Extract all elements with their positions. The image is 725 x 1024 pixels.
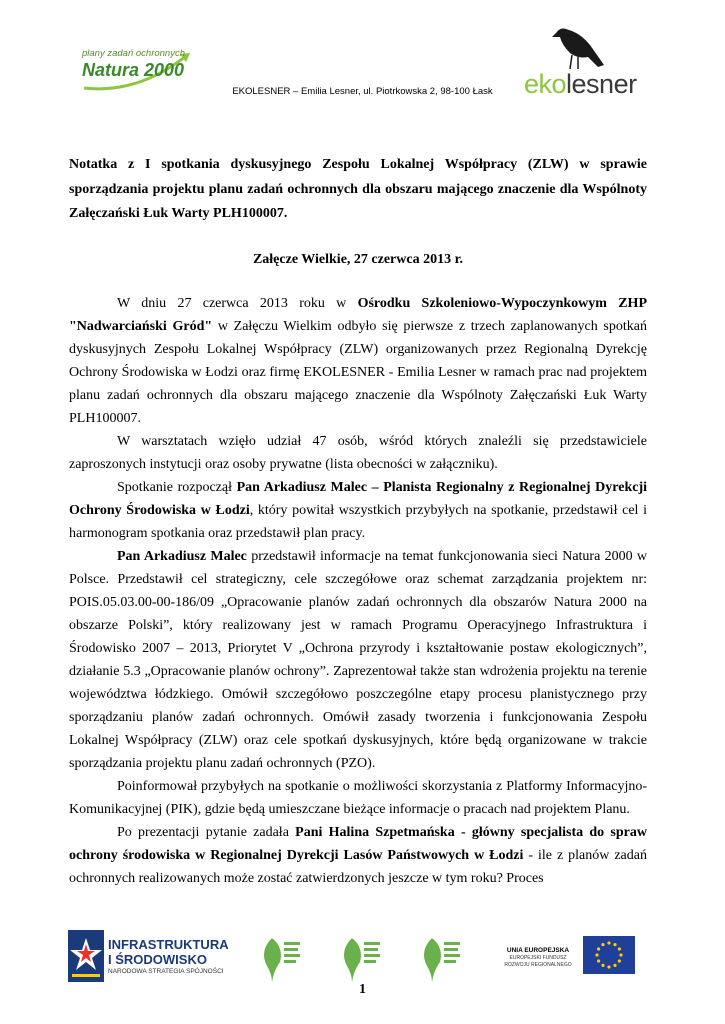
p6-text-c: - ile z planów zadań ochronnych realizowanych może zostać zatwierdzonych jeszcze w tym roku? Proces (69, 847, 647, 886)
paragraph-2: W warsztatach wzięło udział 47 osób, wśród których znaleźli się przedstawiciele zaproszonych instytucji oraz osoby prywatne (lista obecności w załączniku). (69, 433, 647, 472)
p6-bold: Pani Halina Szpetmańska - główny specjalista do spraw ochrony środowiska w Regionalnej Dyrekcji Lasów Państwowych w Łodzi (69, 824, 647, 863)
natura-logo-tagline: plany zadań ochronnych (82, 48, 185, 59)
document-body (69, 153, 647, 890)
infra-line-2: I ŚRODOWISKO (108, 952, 207, 967)
eu-flag-icon (583, 936, 635, 974)
eu-line-1: UNIA EUROPEJSKA (506, 947, 570, 954)
eu-fund-text (497, 946, 579, 968)
page-number: 1 (359, 982, 366, 997)
p4-text-c: przedstawił informacje na temat funkcjonowania sieci Natura 2000 w Polsce. Przedstawił cel strategiczny, cele szczegółowe oraz schemat zarządzania projektem nr: POIS.05.03.00-00-186/09 „Opracowanie planów zadań ochronnych dla obszarów Natura 2000 na obszarze Polski”, który realizowany jest w ramach Programu Operacyjnego Infrastruktura i Środowisko 2007 – 2013, Priorytet V „Ochrona przyrody i kształtowanie postaw ekologicznych”, działanie 5.3 „Opracowanie planów ochrony”. Zaprezentował także stan wdrożenia projektu na terenie województwa łódzkiego. Omówił szczegółowo poszczególne etapy procesu planistycznego przy sporządzaniu planów zadań ochronnych. Omówił zasady tworzenia i funkcjonowania Zespołu Lokalnej Współpracy (ZLW) oraz cele spotkań dyskusyjnych, które będą organizowane w trakcie sporządzania projektu planu zadań ochronnych (PZO). (69, 548, 647, 771)
natura-logo-title: Natura 2000 (82, 60, 185, 80)
infra-line-1: INFRASTRUKTURA (108, 937, 229, 952)
paragraph-1 (69, 292, 647, 430)
p1-text-a: W dniu 27 czerwca 2013 roku w (117, 295, 358, 311)
page-header (0, 0, 725, 110)
p3-text-a: Spotkanie rozpoczął (117, 479, 237, 495)
infrastruktura-star-icon (68, 930, 104, 982)
header-address: EKOLESNER – Emilia Lesner, ul. Piotrkowska 2, 98-100 Łask (232, 86, 493, 97)
paragraph-4 (69, 545, 647, 775)
infrastruktura-logo-text (108, 937, 229, 977)
ekolesner-wordmark-lesner: lesner (566, 69, 637, 99)
paragraph-5: Poinformował przybyłych na spotkanie o możliwości skorzystania z Platformy Informacyjno-Komunikacyjnej (PIK), gdzie będą umieszczane bieżące informacje o pracach nad projektem Planu. (69, 778, 647, 817)
document-dateline: Załęcze Wielkie, 27 czerwca 2013 r. (252, 251, 464, 267)
page-footer (0, 920, 725, 1024)
ekolesner-logo (520, 25, 640, 100)
p1-bold: Ośrodku Szkoleniowo-Wypoczynkowym ZHP "Nadwarciański Gród" (69, 295, 647, 334)
p1-text-c: w Załęczu Wielkim odbyło się pierwsze z trzech zaplanowanych spotkań dyskusyjnych Zespołu Lokalnej Współpracy (ZLW) organizowanych przez Regionalną Dyrekcję Ochrony Środowiska w Łodzi oraz firmę EKOLESNER - Emilia Lesner w ramach prac nad projektem planu zadań ochronnych dla obszaru mającego znaczenie dla Wspólnoty Załęczański Łuk Warty PLH100007. (69, 318, 647, 426)
infra-line-3: NARODOWA STRATEGIA SPÓJNOŚCI (108, 968, 224, 975)
eu-line-2: EUROPEJSKI FUNDUSZ (509, 955, 567, 961)
blackbird-icon (548, 25, 608, 73)
paragraph-3 (69, 476, 647, 545)
p3-bold: Pan Arkadiusz Malec – Planista Regionalny z Regionalnej Dyrekcji Ochrony Środowiska w Łodzi (69, 479, 647, 518)
ekolesner-wordmark-eko: eko (524, 69, 567, 99)
p3-text-c: , który powitał wszystkich przybyłych na spotkanie, przedstawił cel i harmonogram spotkania oraz przedstawił plan pracy. (69, 502, 647, 541)
eu-line-3: ROZWOJU REGIONALNEGO (504, 961, 572, 968)
p4-bold: Pan Arkadiusz Malec (117, 548, 247, 564)
rdos-leaf-logo-2 (338, 934, 384, 986)
ekolesner-wordmark (524, 69, 637, 100)
paragraph-6 (69, 821, 647, 890)
p6-text-a: Po prezentacji pytanie zadała (117, 824, 296, 840)
rdos-leaf-logo-3 (418, 934, 464, 986)
rdos-leaf-logo-1 (258, 934, 304, 986)
document-title: Notatka z I spotkania dyskusyjnego Zespołu Lokalnej Współpracy (ZLW) w sprawie sporządzania projektu planu zadań ochronnych dla obszaru mającego znaczenie dla Wspólnoty Załęczański Łuk Warty PLH100007. (69, 157, 647, 221)
